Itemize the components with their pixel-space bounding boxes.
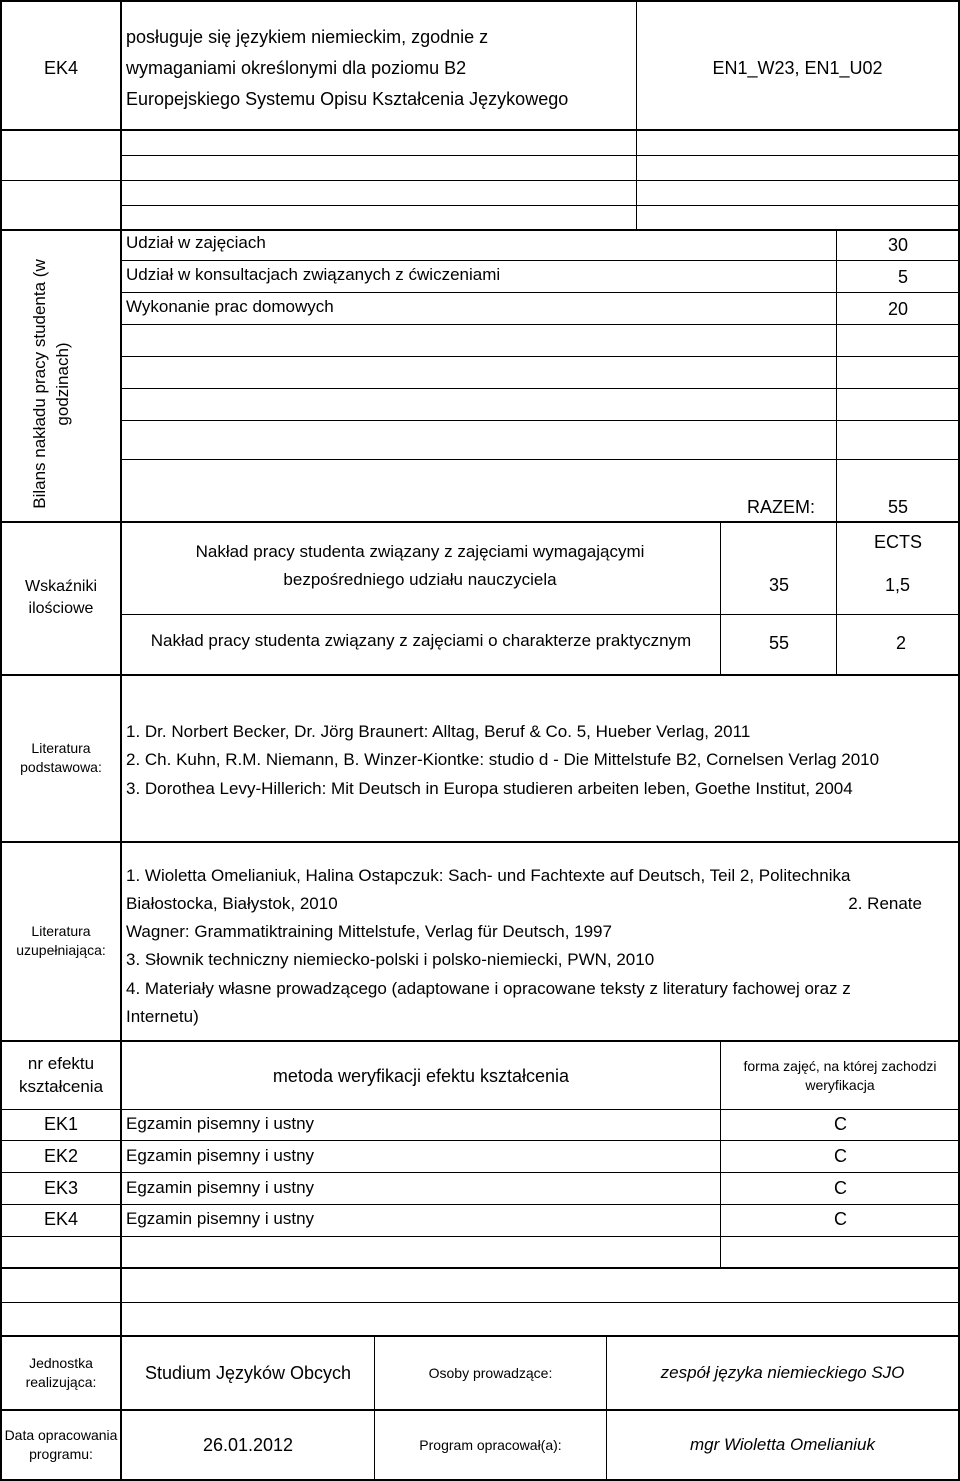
indicators-side-label-line2: ilościowe [28, 600, 94, 617]
practical-ects: 2 [895, 633, 906, 653]
supplementary-literature-item: 2. Renate [848, 894, 922, 913]
ek4-description-line2: wymaganiami określonymi dla poziomu B2 [126, 58, 467, 78]
divider-form-col [720, 1041, 721, 1268]
workload-item-hours: 5 [897, 267, 908, 287]
basic-literature-item: 1. Dr. Norbert Becker, Dr. Jörg Braunert: Alltag, Beruf & Co. 5, Hueber Verlag, 2011 [126, 722, 751, 741]
rule-before-workload [0, 229, 960, 231]
footer-unit-label-line2: realizująca: [25, 1374, 97, 1390]
verification-row-rule [0, 1109, 960, 1110]
verification-row-form: C [834, 1178, 847, 1198]
workload-total-label: RAZEM: [746, 497, 815, 517]
workload-side-label-line1: Bilans nakładu pracy studenta (w [30, 259, 49, 509]
supplementary-literature-label [2, 842, 120, 1040]
workload-total-value: 55 [887, 497, 908, 517]
basic-literature-label-line1: Literatura [31, 740, 91, 757]
verification-row-code: EK2 [43, 1146, 79, 1166]
workload-item-hours: 20 [887, 299, 908, 319]
supplementary-literature-item: Internetu) [126, 1007, 199, 1026]
indicators-side-label-line1: Wskaźniki [24, 578, 97, 596]
verification-header-code-line1: nr efektu [27, 1054, 95, 1074]
ek4-description-line1: posługuje się językiem niemieckim, zgodnie z [126, 27, 489, 47]
verification-row-code: EK4 [43, 1209, 79, 1229]
supplementary-literature-item: 1. Wioletta Omelianiuk, Halina Ostapczuk: Sach- und Fachtexte auf Deutsch, Teil 2, Politechnika [126, 866, 851, 885]
verification-header-code [2, 1042, 120, 1110]
footer-lecturers-value: zespół języka niemieckiego SJO [660, 1362, 905, 1382]
rule-before-indicators [0, 521, 960, 523]
verification-row-rule [0, 1204, 960, 1205]
verification-header-form-line1: forma zajęć, na której zachodzi [743, 1058, 937, 1075]
verification-row-method: Egzamin pisemny i ustny [126, 1114, 315, 1133]
rule-empty-b [0, 180, 960, 181]
workload-row-rule [120, 388, 958, 389]
verification-row-method: Egzamin pisemny i ustny [126, 1209, 315, 1228]
rule-before-supplementary [0, 841, 960, 843]
footer-unit-label-line1: Jednostka [29, 1355, 93, 1372]
direct-contact-hours: 35 [768, 575, 790, 595]
footer-date-label-line1: Data opracowania [4, 1427, 118, 1444]
ek4-references: EN1_W23, EN1_U02 [712, 58, 883, 78]
direct-contact-ects: 1,5 [884, 575, 910, 595]
empty-row-rule [0, 1302, 960, 1303]
workload-item-label: Udział w konsultacjach związanych z ćwiczeniami [126, 265, 501, 284]
verification-row-rule [0, 1267, 960, 1269]
workload-row-rule [120, 420, 958, 421]
verification-row-code: EK1 [43, 1114, 79, 1134]
verification-row-rule [0, 1236, 960, 1237]
workload-row-rule [120, 459, 958, 460]
supplementary-literature-item: Wagner: Grammatiktraining Mittelstufe, Verlag für Deutsch, 1997 [126, 922, 612, 941]
ek4-description-line3: Europejskiego Systemu Opisu Kształcenia Językowego [126, 89, 569, 109]
footer-lecturers-label: Osoby prowadzące: [428, 1364, 553, 1381]
frame-top [0, 0, 960, 2]
supplementary-literature-item: 3. Słownik techniczny niemiecko-polski i polsko-niemiecki, PWN, 2010 [126, 950, 655, 969]
verification-row-form: C [834, 1114, 847, 1134]
verification-header-code-line2: kształcenia [18, 1077, 104, 1096]
basic-literature-item: 2. Ch. Kuhn, R.M. Niemann, B. Winzer-Kiontke: studio d - Die Mittelstufe B2, Cornelsen Verlag 2010 [126, 750, 880, 769]
basic-literature-label-line2: podstawowa: [20, 759, 102, 775]
rule-empty-c [120, 205, 958, 206]
indicators-side-label [2, 522, 120, 674]
footer-date-label [2, 1411, 120, 1479]
supplementary-literature-label-line1: Literatura [31, 923, 91, 940]
verification-row-rule [0, 1140, 960, 1141]
rule-before-literature [0, 674, 960, 676]
workload-row-rule [120, 324, 958, 325]
verification-header-form [722, 1042, 958, 1110]
workload-row-rule [120, 260, 958, 261]
workload-item-hours: 30 [887, 235, 908, 255]
supplementary-literature-label-line2: uzupełniająca: [16, 942, 106, 958]
workload-item-label: Wykonanie prac domowych [126, 297, 334, 316]
footer-date-label-line2: programu: [29, 1446, 93, 1462]
footer-unit-label [2, 1337, 120, 1409]
rule-after-ek4 [0, 129, 960, 131]
verification-header-form-line2: weryfikacja [805, 1077, 875, 1093]
verification-row-form: C [834, 1209, 847, 1229]
workload-side-label [29, 244, 79, 524]
supplementary-literature-item: Białostocka, Białystok, 2010 [126, 894, 338, 913]
practical-hours: 55 [768, 633, 790, 653]
direct-contact-label-line1: Nakład pracy studenta związany z zajęciami wymagającymi [195, 542, 645, 561]
verification-row-method: Egzamin pisemny i ustny [126, 1146, 315, 1165]
supplementary-literature-item: 4. Materiały własne prowadzącego (adaptowane i opracowane teksty z literatury fachowej oraz z [126, 979, 851, 998]
rule-empty-a [120, 155, 958, 156]
workload-item-label: Udział w zajęciach [126, 233, 266, 252]
verification-row-code: EK3 [43, 1178, 79, 1198]
verification-row-method: Egzamin pisemny i ustny [126, 1178, 315, 1197]
footer-unit-value: Studium Języków Obcych [144, 1362, 352, 1383]
footer-author-label: Program opracował(a): [419, 1436, 562, 1453]
practical-label: Nakład pracy studenta związany z zajęciami o charakterze praktycznym [150, 631, 692, 650]
workload-side-label-line2: godzinach) [52, 342, 72, 426]
direct-contact-label-line2: bezpośredniego udziału nauczyciela [283, 570, 557, 589]
footer-date-value: 26.01.2012 [202, 1434, 294, 1455]
workload-row-rule [120, 292, 958, 293]
ects-header: ECTS [873, 532, 922, 552]
footer-author-value: mgr Wioletta Omelianiuk [689, 1434, 876, 1454]
divider-hours-col [836, 229, 837, 675]
ek4-code: EK4 [43, 58, 79, 78]
workload-row-rule [120, 356, 958, 357]
basic-literature-label [2, 675, 120, 841]
verification-row-form: C [834, 1146, 847, 1166]
divider-indicator-hours [720, 522, 721, 675]
indicator-row-rule [120, 614, 958, 615]
verification-row-rule [0, 1172, 960, 1173]
basic-literature-item: 3. Dorothea Levy-Hillerich: Mit Deutsch in Europa studieren arbeiten leben, Goethe Institut, 2004 [126, 779, 853, 798]
divider-ref-col [636, 0, 637, 230]
verification-header-method: metoda weryfikacji efektu kształcenia [272, 1065, 570, 1086]
